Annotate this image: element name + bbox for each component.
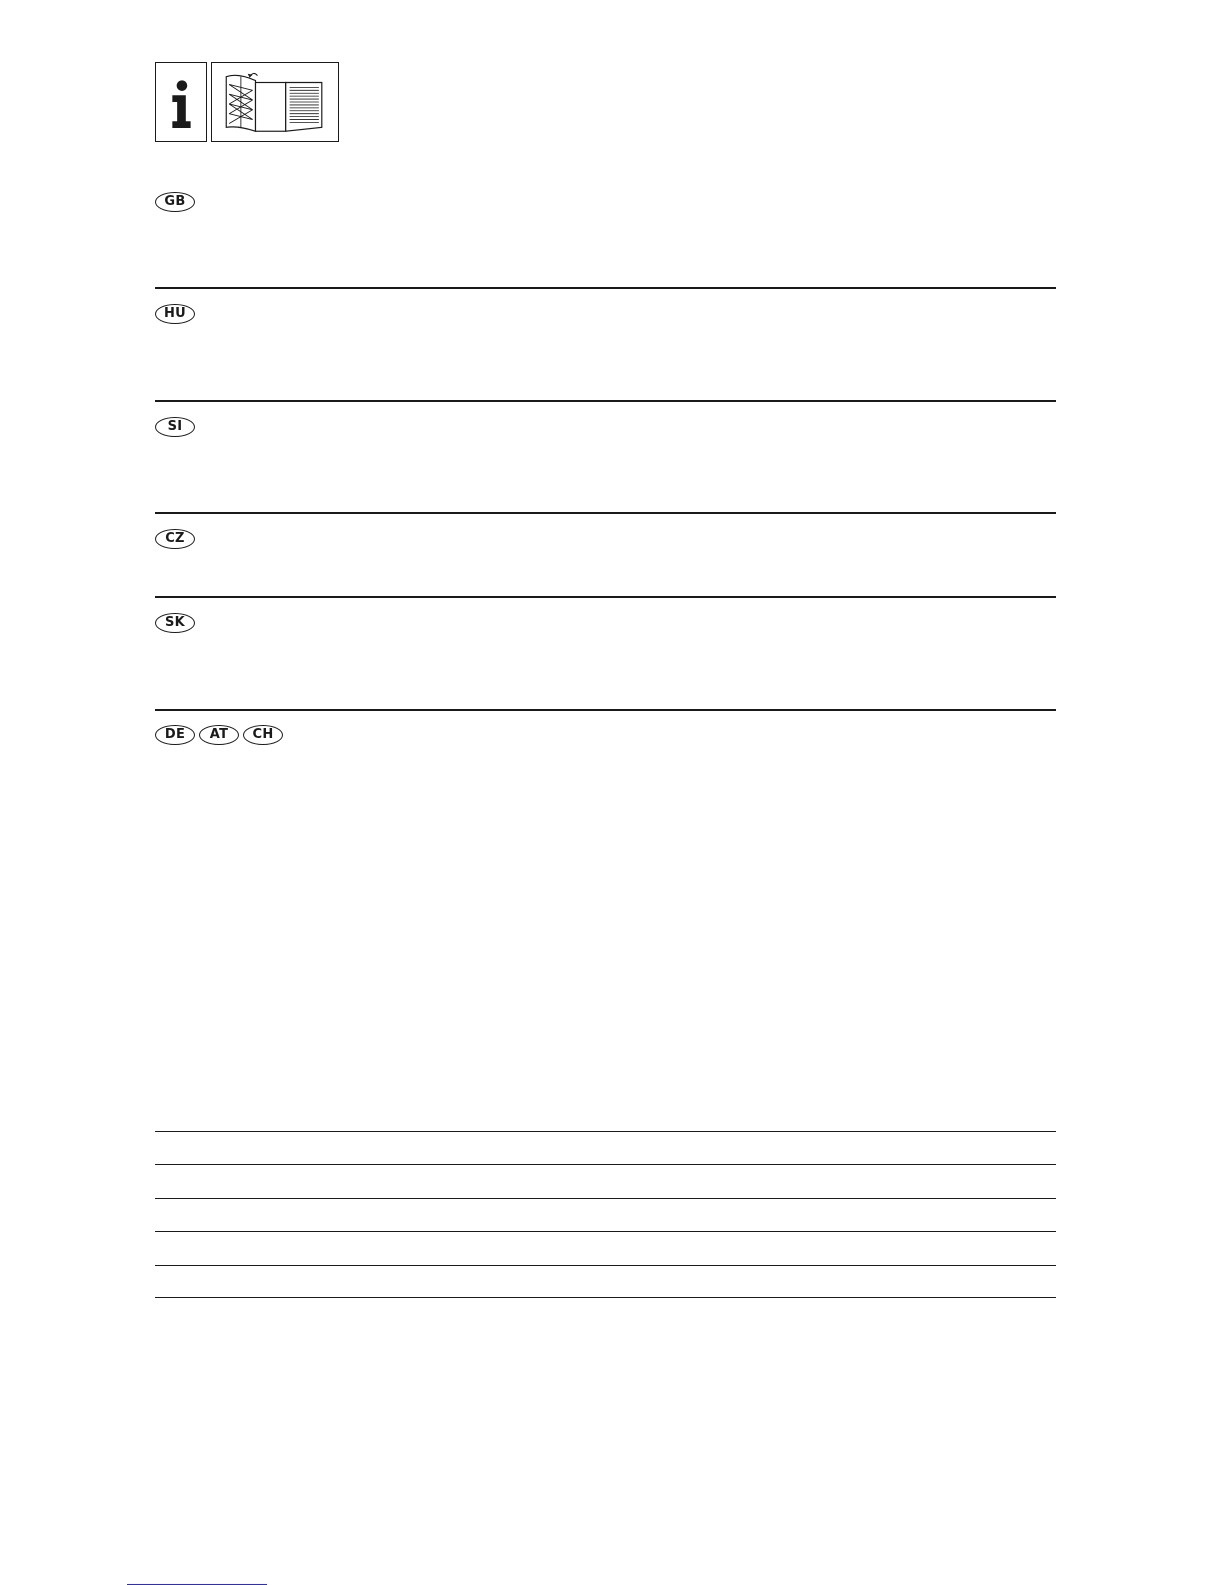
- section-divider: [155, 287, 1056, 289]
- language-badge: HU: [155, 304, 195, 324]
- language-badges: [155, 529, 195, 549]
- language-badge: SK: [155, 613, 195, 633]
- table-row: [155, 1164, 1056, 1197]
- table-row: [155, 1131, 1056, 1164]
- section-divider: [155, 512, 1056, 514]
- section-divider: [155, 596, 1056, 598]
- section-divider: [155, 709, 1056, 711]
- language-badges: [155, 304, 195, 324]
- language-badge: GB: [155, 192, 195, 212]
- language-badge: CZ: [155, 529, 195, 549]
- table-row: [155, 1231, 1056, 1264]
- info-icon: [155, 62, 207, 142]
- language-badge: AT: [199, 725, 239, 745]
- fold-out-pages-icon: [211, 62, 339, 142]
- table-row: [155, 1198, 1056, 1231]
- language-badge: CH: [243, 725, 283, 745]
- language-badge: SI: [155, 417, 195, 437]
- language-badges: [155, 725, 283, 745]
- language-badges: [155, 192, 195, 212]
- language-badges: [155, 613, 195, 633]
- table-row: [155, 1265, 1056, 1298]
- language-badge: DE: [155, 725, 195, 745]
- language-badges: [155, 417, 195, 437]
- index-table: [155, 1131, 1056, 1298]
- section-divider: [155, 400, 1056, 402]
